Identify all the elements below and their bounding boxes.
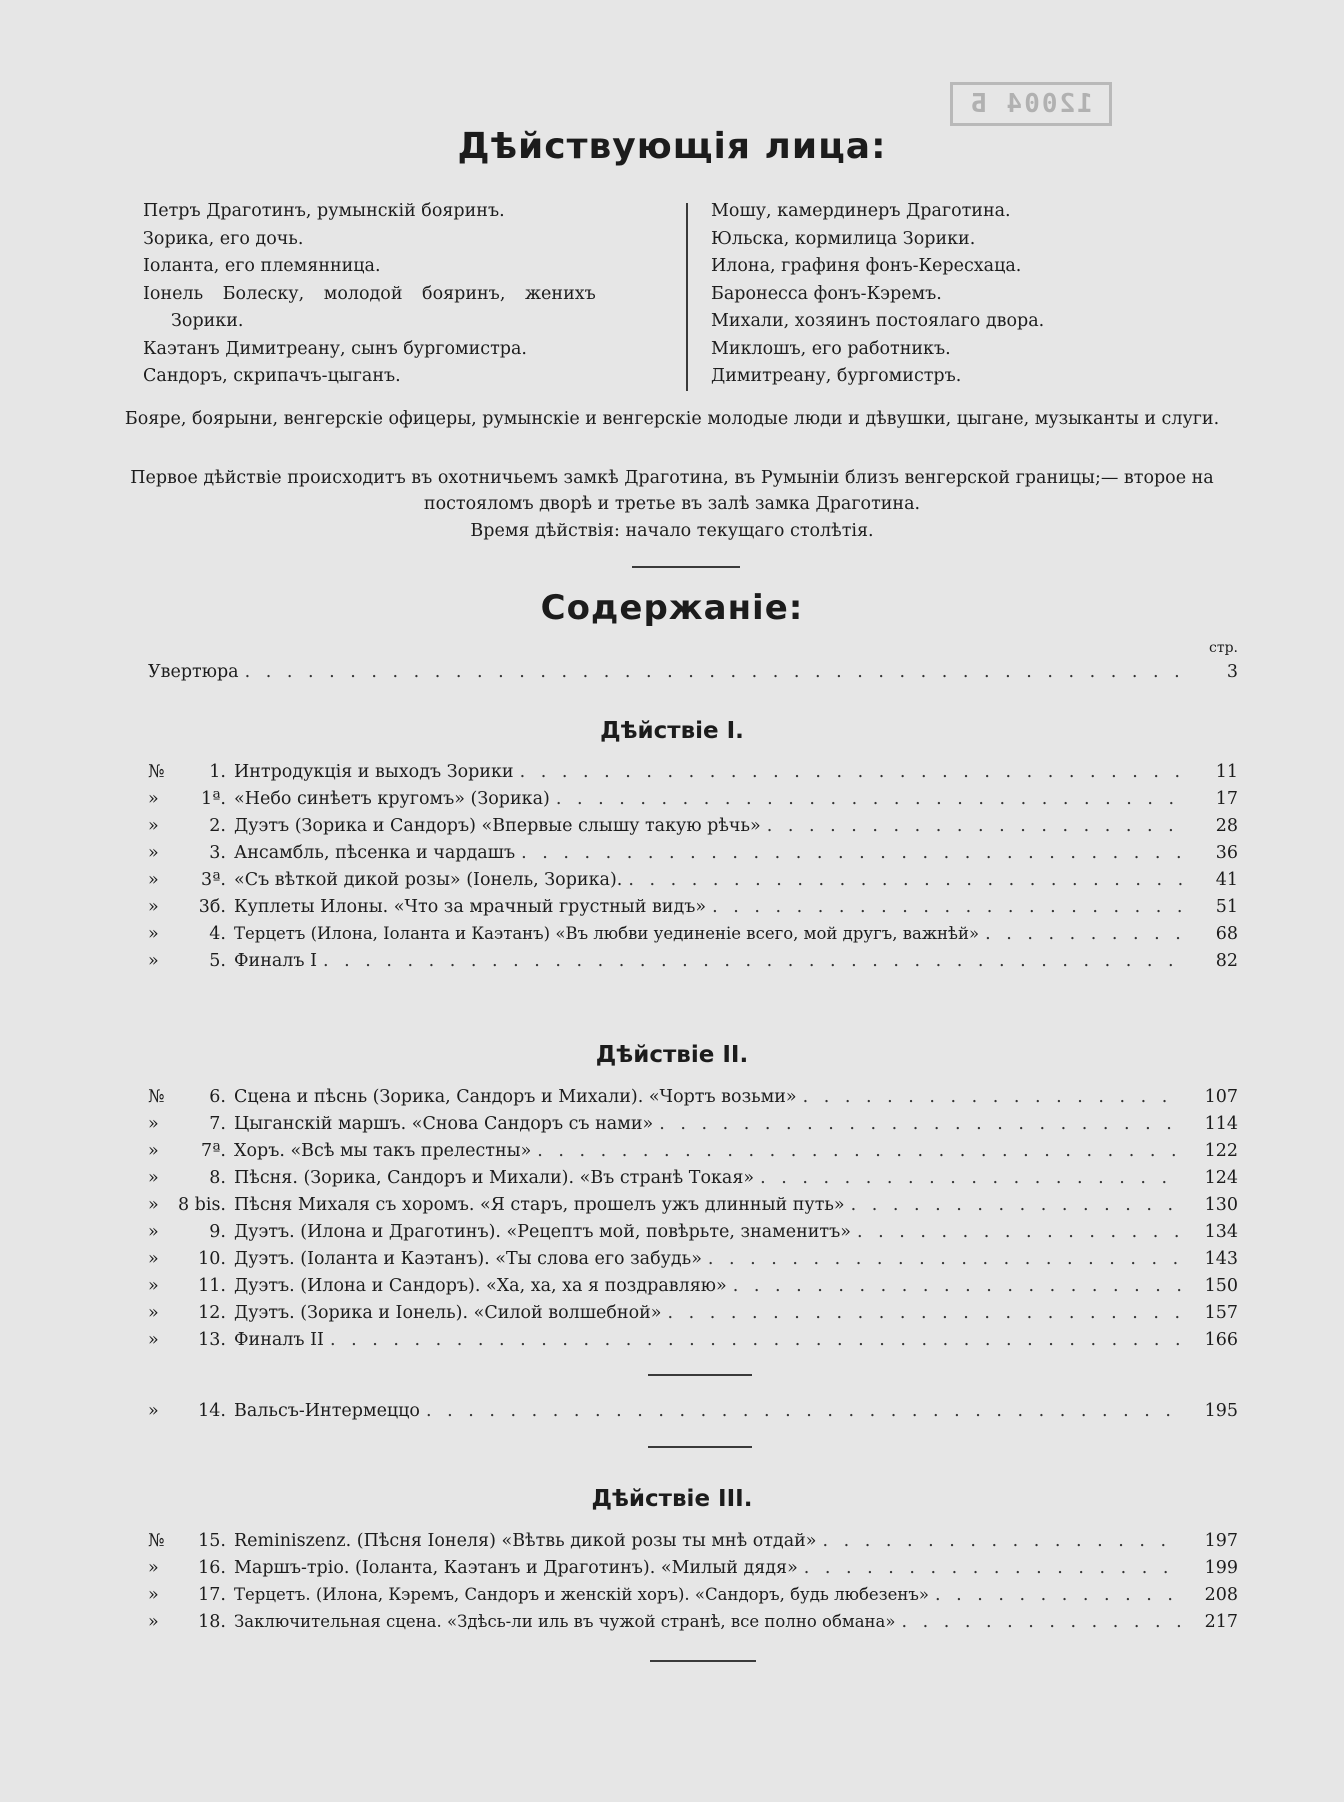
toc-entry <box>148 1276 1238 1302</box>
setting-note: Первое дѣйствіе происходитъ въ охотничьемъ замкѣ Драготина, въ Румыніи близъ венгерской границы;— второе на постояломъ дворѣ и третье въ залѣ замка Драготина. <box>130 468 1214 514</box>
toc-title: Дуэтъ (Зорика и Сандоръ) «Впервые слышу такую рѣчь» <box>234 816 761 836</box>
toc-entry <box>148 1249 1238 1275</box>
toc-page: 195 <box>1204 1401 1238 1421</box>
toc-title: Дуэтъ. (Зорика и Іонель). «Силой волшебной» <box>234 1303 662 1323</box>
toc-mark: » <box>148 897 159 917</box>
toc-mark: » <box>148 789 159 809</box>
toc-mark: » <box>148 1401 159 1421</box>
act-heading: Дѣйствіе III. <box>591 1486 753 1512</box>
toc-page: 208 <box>1204 1585 1238 1605</box>
toc-page: 41 <box>1215 870 1238 890</box>
cast-entry: Юльска, кормилица Зорики. <box>711 228 976 249</box>
toc-page: 51 <box>1215 897 1238 917</box>
act-heading: Дѣйствіе II. <box>595 1042 749 1068</box>
cast-list-left <box>143 198 653 391</box>
toc-mark: » <box>148 1114 159 1134</box>
toc-leader <box>659 1114 1182 1134</box>
toc-page: 107 <box>1204 1087 1238 1107</box>
toc-title: Сцена и пѣснь (Зорика, Сандоръ и Михали). «Чортъ возьми» <box>234 1087 797 1107</box>
cast-entry: Баронесса фонъ-Кэремъ. <box>711 283 942 304</box>
toc-leader <box>733 1276 1182 1296</box>
toc-title: Дуэтъ. (Илона и Драготинъ). «Рецептъ мой, повѣрьте, знаменитъ» <box>234 1222 851 1242</box>
toc-entry <box>148 1222 1238 1248</box>
toc-title: Куплеты Илоны. «Что за мрачный грустный видъ» <box>234 897 707 917</box>
toc-mark: » <box>148 1141 159 1161</box>
cast-entry: Іонель Болеску, молодой бояринъ, женихъ <box>143 283 596 304</box>
toc-number: 7ª. <box>200 1141 226 1161</box>
toc-page: 197 <box>1204 1531 1238 1551</box>
toc-leader <box>556 789 1182 809</box>
toc-entry <box>148 1303 1238 1329</box>
toc-number: 14. <box>198 1401 226 1421</box>
toc-mark: » <box>148 816 159 836</box>
toc-entry <box>148 1585 1238 1611</box>
toc-leader <box>985 924 1182 944</box>
toc-leader <box>857 1222 1182 1242</box>
page-column-label: стр. <box>1209 640 1238 656</box>
toc-title: «Небо синѣетъ кругомъ» (Зорика) <box>234 789 550 809</box>
toc-page: 199 <box>1204 1558 1238 1578</box>
toc-title: Пѣсня Михаля съ хоромъ. «Я старъ, прошелъ ужъ длинный путь» <box>234 1195 845 1215</box>
toc-page: 150 <box>1204 1276 1238 1296</box>
toc-page: 143 <box>1204 1249 1238 1269</box>
toc-leader <box>708 1249 1182 1269</box>
toc-title: Интродукція и выходъ Зорики <box>234 762 514 782</box>
toc-number: 5. <box>209 951 226 971</box>
toc-page: 82 <box>1215 951 1238 971</box>
toc-number: 2. <box>209 816 226 836</box>
cast-entry-continued: Зорики. <box>171 311 244 331</box>
toc-mark: » <box>148 1612 159 1632</box>
contents-heading: Содержаніе: <box>540 588 804 628</box>
toc-page: 17 <box>1215 789 1238 809</box>
toc-mark: № <box>148 1087 165 1107</box>
toc-page: 11 <box>1215 762 1238 782</box>
toc-entry <box>148 924 1238 950</box>
cast-entry: Сандоръ, скрипачъ-цыганъ. <box>143 366 401 386</box>
cast-entry: Димитреану, бургомистръ. <box>711 366 962 386</box>
toc-number: 12. <box>198 1303 226 1323</box>
toc-leader <box>330 1330 1182 1350</box>
time-note: Время дѣйствія: начало текущаго столѣтія. <box>470 521 874 541</box>
cast-entry: Іоланта, его племянница. <box>143 256 381 276</box>
toc-leader <box>902 1612 1183 1632</box>
toc-leader <box>520 762 1182 782</box>
toc-number: 17. <box>198 1585 226 1605</box>
toc-number: 13. <box>198 1330 226 1350</box>
toc-page: 3 <box>1226 662 1238 682</box>
toc-leader <box>245 662 1182 682</box>
toc-mark: » <box>148 843 159 863</box>
cast-entry: Каэтанъ Димитреану, сынъ бургомистра. <box>143 338 527 359</box>
toc-number: 1. <box>209 762 226 782</box>
toc-title: Хоръ. «Всѣ мы такъ прелестны» <box>234 1141 532 1161</box>
cast-entry: Михали, хозяинъ постоялаго двора. <box>711 311 1045 331</box>
toc-number: 18. <box>198 1612 226 1632</box>
toc-mark: » <box>148 924 159 944</box>
toc-leader <box>537 1141 1182 1161</box>
toc-entry <box>148 1558 1238 1584</box>
toc-title: Дуэтъ. (Илона и Сандоръ). «Ха, ха, ха я поздравляю» <box>234 1276 727 1296</box>
toc-entry <box>148 816 1238 842</box>
toc-leader <box>712 897 1182 917</box>
library-stamp: 12004 Б <box>950 82 1112 126</box>
cast-entry: Зорика, его дочь. <box>143 228 304 249</box>
toc-page: 124 <box>1204 1168 1238 1188</box>
toc-leader <box>323 951 1182 971</box>
toc-leader <box>668 1303 1182 1323</box>
toc-entry <box>148 762 1238 788</box>
toc-title: Терцетъ. (Илона, Кэремъ, Сандоръ и женскій хоръ). «Сандоръ, будь любезенъ» <box>234 1585 930 1604</box>
toc-title: Reminiszenz. (Пѣсня Іонеля) «Вѣтвь дикой розы ты мнѣ отдай» <box>234 1531 817 1551</box>
toc-title: Ансамбль, пѣсенка и чардашъ <box>234 843 516 863</box>
cast-column-divider <box>686 203 688 391</box>
cast-entry: Мошу, камердинеръ Драготина. <box>711 201 1011 221</box>
toc-number: 8. <box>209 1168 226 1188</box>
toc-page: 68 <box>1215 924 1238 944</box>
cast-heading: Дѣйствующія лица: <box>457 126 887 167</box>
toc-entry <box>148 951 1238 977</box>
toc-page: 130 <box>1204 1195 1238 1215</box>
toc-number: 1ª. <box>200 789 226 809</box>
toc-leader <box>803 1087 1182 1107</box>
toc-mark: » <box>148 1585 159 1605</box>
toc-number: 3б. <box>198 897 226 917</box>
toc-entry <box>148 1168 1238 1194</box>
toc-entry <box>148 1141 1238 1167</box>
cast-entry: Миклошъ, его работникъ. <box>711 338 951 359</box>
toc-mark: » <box>148 870 159 890</box>
toc-number: 3ª. <box>200 870 226 890</box>
toc-number: 10. <box>198 1249 226 1269</box>
toc-number: 4. <box>209 924 226 944</box>
toc-number: 7. <box>209 1114 226 1134</box>
toc-title: «Съ вѣткой дикой розы» (Іонель, Зорика). <box>234 870 623 890</box>
toc-leader <box>851 1195 1182 1215</box>
toc-entry <box>148 1330 1238 1356</box>
toc-leader <box>628 870 1182 890</box>
toc-mark: » <box>148 1276 159 1296</box>
section-divider <box>650 1660 756 1662</box>
toc-title: Терцетъ (Илона, Іоланта и Каэтанъ) «Въ любви уединеніе всего, мой другъ, важнѣй» <box>234 924 980 943</box>
cast-list-right <box>711 198 1211 391</box>
toc-entry <box>148 897 1238 923</box>
toc-entry <box>148 1531 1238 1557</box>
toc-number: 6. <box>209 1087 226 1107</box>
toc-title: Финалъ I <box>234 951 318 971</box>
toc-entry <box>148 789 1238 815</box>
toc-page: 166 <box>1204 1330 1238 1350</box>
act-heading: Дѣйствіе I. <box>600 718 744 744</box>
toc-mark: № <box>148 1531 165 1551</box>
toc-number: 9. <box>209 1222 226 1242</box>
section-divider <box>632 566 740 568</box>
toc-leader <box>935 1585 1182 1605</box>
toc-title: Финалъ II <box>234 1330 324 1350</box>
toc-mark: » <box>148 1249 159 1269</box>
toc-number: 16. <box>198 1558 226 1578</box>
toc-mark: № <box>148 762 165 782</box>
section-divider <box>648 1374 752 1376</box>
toc-leader <box>767 816 1182 836</box>
toc-page: 217 <box>1204 1612 1238 1632</box>
toc-page: 134 <box>1204 1222 1238 1242</box>
toc-title: Пѣсня. (Зорика, Сандоръ и Михали). «Въ странѣ Токая» <box>234 1168 755 1188</box>
toc-entry <box>148 1612 1238 1638</box>
toc-page: 36 <box>1215 843 1238 863</box>
toc-leader <box>760 1168 1182 1188</box>
toc-mark: » <box>148 951 159 971</box>
toc-mark: » <box>148 1222 159 1242</box>
toc-number: 11. <box>198 1276 226 1296</box>
toc-leader <box>521 843 1182 863</box>
toc-leader <box>823 1531 1182 1551</box>
toc-entry-overture <box>148 662 1238 688</box>
toc-page: 114 <box>1204 1114 1238 1134</box>
toc-mark: » <box>148 1303 159 1323</box>
toc-leader <box>804 1558 1182 1578</box>
toc-page: 28 <box>1215 816 1238 836</box>
cast-entry: Петръ Драготинъ, румынскій бояринъ. <box>143 201 505 221</box>
toc-title: Дуэтъ. (Іоланта и Каэтанъ). «Ты слова его забудь» <box>234 1249 702 1269</box>
extras-note: Бояре, боярыни, венгерскіе офицеры, румынскіе и венгерскіе молодые люди и дѣвушки, цыгане, музыканты и слуги. <box>124 409 1220 429</box>
toc-entry <box>148 1087 1238 1113</box>
toc-title: Заключительная сцена. «Здѣсь-ли иль въ чужой странѣ, все полно обмана» <box>234 1612 896 1631</box>
toc-title: Маршъ-тріо. (Іоланта, Каэтанъ и Драготинъ). «Милый дядя» <box>234 1558 798 1578</box>
toc-title: Вальсъ-Интермеццо <box>234 1401 420 1421</box>
cast-entry: Илона, графиня фонъ-Кересхаца. <box>711 256 1022 276</box>
toc-mark: » <box>148 1195 159 1215</box>
toc-mark: » <box>148 1168 159 1188</box>
toc-entry <box>148 1195 1238 1221</box>
toc-entry <box>148 843 1238 869</box>
toc-page: 122 <box>1204 1141 1238 1161</box>
toc-mark: » <box>148 1330 159 1350</box>
section-divider <box>648 1446 752 1448</box>
toc-number: 15. <box>198 1531 226 1551</box>
toc-title: Увертюра <box>148 662 239 682</box>
toc-entry <box>148 1401 1238 1427</box>
toc-number: 8 bis. <box>177 1195 226 1215</box>
toc-mark: » <box>148 1558 159 1578</box>
toc-entry <box>148 1114 1238 1140</box>
toc-leader <box>426 1401 1182 1421</box>
toc-entry <box>148 870 1238 896</box>
toc-number: 3. <box>209 843 226 863</box>
toc-title: Цыганскій маршъ. «Снова Сандоръ съ нами» <box>234 1114 654 1134</box>
toc-page: 157 <box>1204 1303 1238 1323</box>
